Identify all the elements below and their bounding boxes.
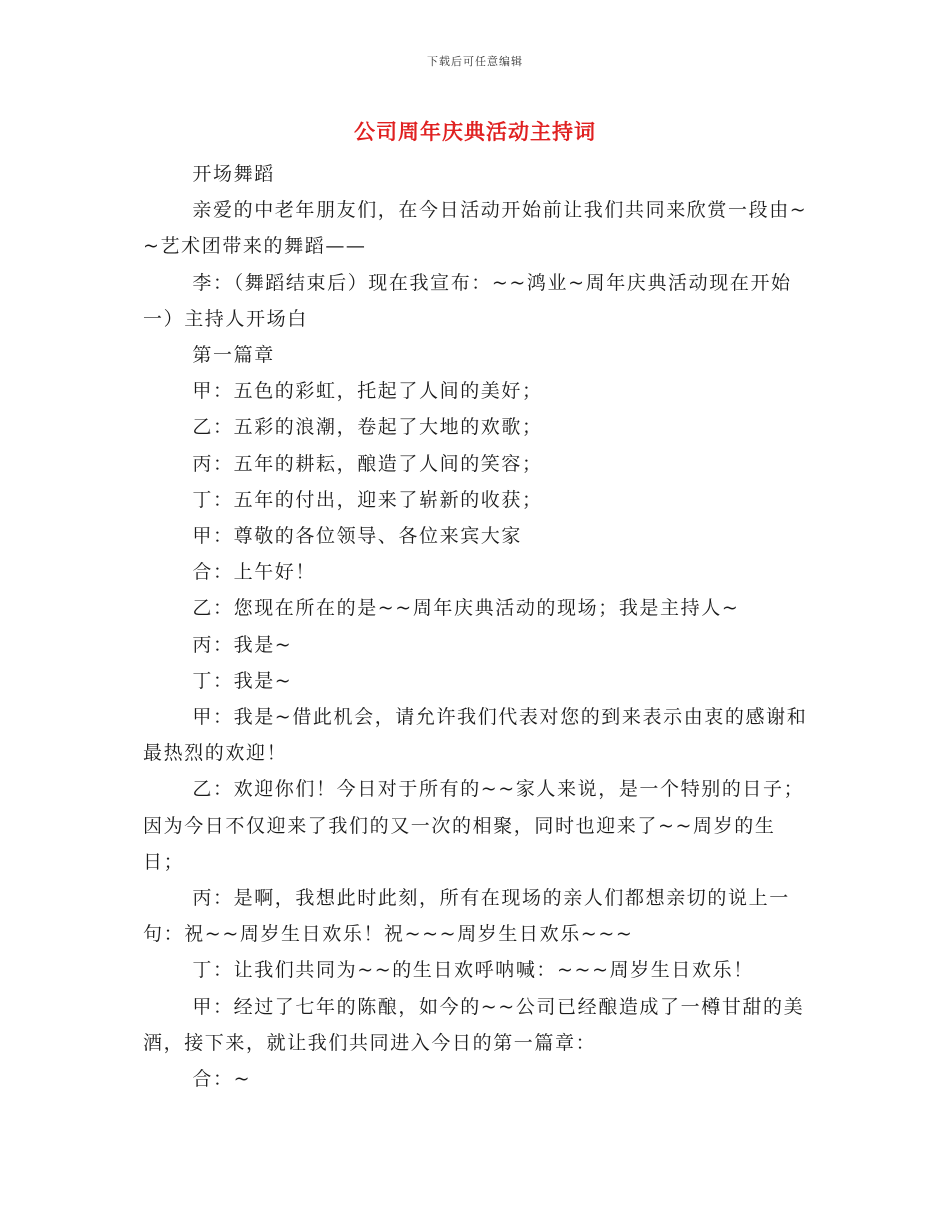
paragraph-intro: 亲爱的中老年朋友们，在今日活动开始前让我们共同来欣赏一段由~~艺术团带来的舞蹈—— <box>143 199 808 258</box>
paragraph-line: 丁：我是~ <box>192 669 293 692</box>
paragraph-line: 丙：是啊，我想此时此刻，所有在现场的亲人们都想亲切的说上一句：祝~~周岁生日欢乐！祝~~~周岁生日欢乐~~~ <box>143 887 790 946</box>
paragraph-line: 甲：我是~借此机会，请允许我们代表对您的到来表示由衷的感谢和最热烈的欢迎！ <box>143 706 808 765</box>
paragraph-line: 乙：您现在所在的是~~周年庆典活动的现场；我是主持人~ <box>192 597 740 620</box>
paragraph-line: 合：~ <box>192 1068 252 1091</box>
paragraph-line: 甲：经过了七年的陈酿，如今的~~公司已经酿造成了一樽甘甜的美酒，接下来，就让我们共同进入今日的第一篇章： <box>143 995 805 1054</box>
document-body <box>143 156 809 1097</box>
download-note: 下载后可任意编辑 <box>427 55 523 68</box>
paragraph-line: 乙：五彩的浪潮，卷起了大地的欢歌； <box>192 416 543 439</box>
document-title: 公司周年庆典活动主持词 <box>354 119 596 144</box>
paragraph-line: 丁：五年的付出，迎来了崭新的收获； <box>192 488 543 511</box>
paragraph-chapter-heading: 第一篇章 <box>192 344 275 367</box>
paragraph-line: 丙：我是~ <box>192 633 293 656</box>
paragraph-line: 甲：尊敬的各位领导、各位来宾大家 <box>192 525 522 548</box>
paragraph-line: 丙：五年的耕耘，酿造了人间的笑容； <box>192 452 543 475</box>
paragraph-line: 乙：欢迎你们！今日对于所有的~~家人来说，是一个特别的日子；因为今日不仅迎来了我们的又一次的相聚，同时也迎来了~~周岁的生日； <box>143 778 805 873</box>
paragraph-opening-dance: 开场舞蹈 <box>192 163 275 185</box>
paragraph-line: 甲：五色的彩虹，托起了人间的美好； <box>192 380 543 403</box>
paragraph-line: 合：上午好！ <box>192 561 316 584</box>
paragraph-announcement: 李：（舞蹈结束后）现在我宣布：~~鸿业~周年庆典活动现在开始一）主持人开场白 <box>143 271 792 330</box>
paragraph-line: 丁：让我们共同为~~的生日欢呼呐喊：~~~周岁生日欢乐！ <box>192 959 754 982</box>
